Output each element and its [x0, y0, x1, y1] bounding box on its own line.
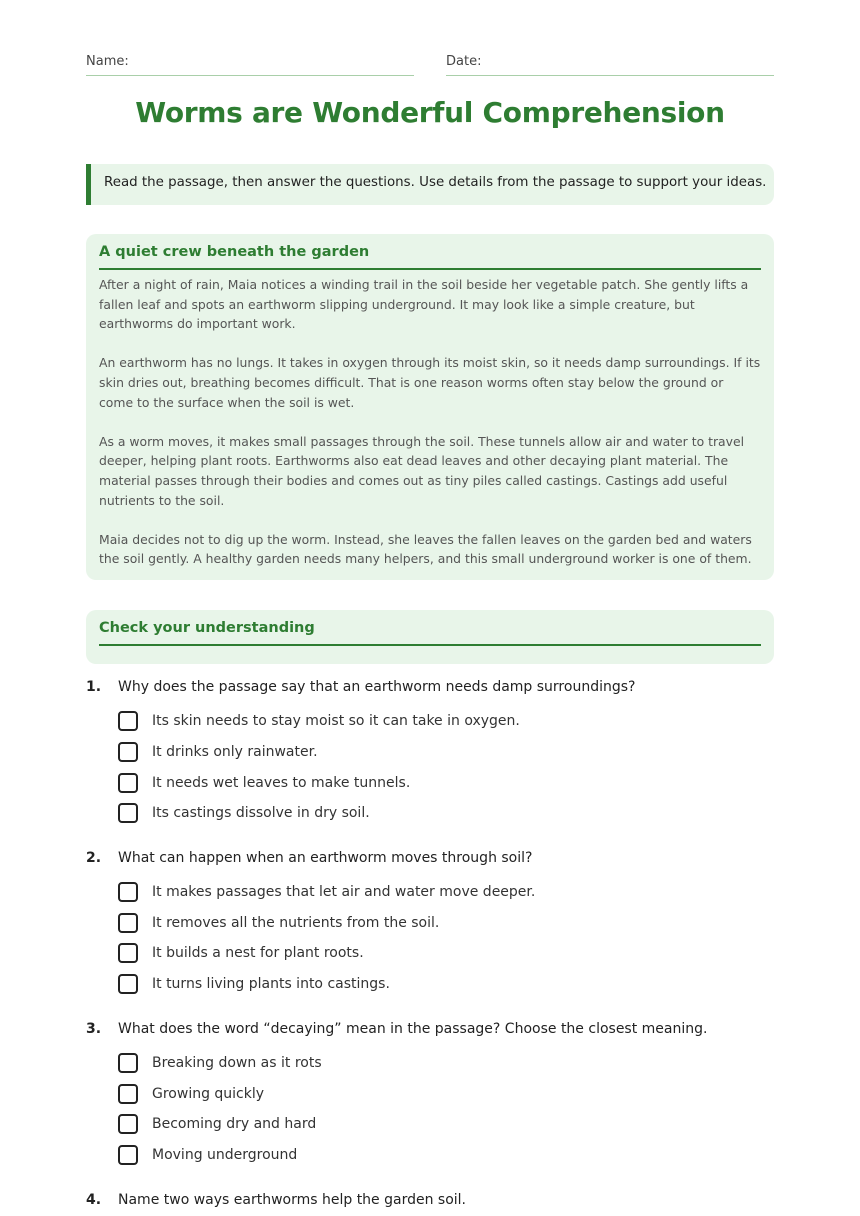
question-number: 1. [86, 679, 102, 695]
option-label: Its castings dissolve in dry soil. [152, 805, 370, 821]
check-understanding-header [86, 610, 774, 664]
passage-paragraph: After a night of rain, Maia notices a winding trail in the soil beside her vegetable patch. She gently lifts a fallen leaf and spots an earthworm slipping underground. It may look like a simple creature, but earthworms do important work. [99, 277, 749, 332]
instructions-text: Read the passage, then answer the questions. Use details from the passage to support your ideas. [104, 175, 767, 190]
option-label: It makes passages that let air and water move deeper. [152, 884, 536, 900]
option-label: Its skin needs to stay moist so it can take in oxygen. [152, 713, 520, 729]
checkbox[interactable] [118, 773, 138, 793]
checkbox[interactable] [118, 913, 138, 933]
option-label: It turns living plants into castings. [152, 976, 390, 992]
option-label: It builds a nest for plant roots. [152, 945, 364, 961]
question-text: What does the word “decaying” mean in the passage? Choose the closest meaning. [118, 1021, 708, 1037]
date-label: Date: [446, 54, 482, 69]
passage-heading: A quiet crew beneath the garden [99, 244, 761, 270]
checkbox[interactable] [118, 882, 138, 902]
checkbox[interactable] [118, 803, 138, 823]
option-label: Moving underground [152, 1147, 298, 1163]
passage-paragraph: An earthworm has no lungs. It takes in oxygen through its moist skin, so it needs damp surroundings. If its skin dries out, breathing becomes difficult. That is one reason worms often stay below the ground or come to the surface when the soil is wet. [99, 355, 761, 410]
option-label: Growing quickly [152, 1086, 265, 1102]
option-label: It drinks only rainwater. [152, 744, 318, 760]
page-title: Worms are Wonderful Comprehension [135, 96, 725, 129]
question-number: 3. [86, 1021, 102, 1037]
name-field[interactable] [86, 54, 414, 76]
question-text: Name two ways earthworms help the garden soil. [118, 1192, 467, 1208]
name-date-row [86, 54, 774, 76]
question-number: 4. [86, 1192, 102, 1208]
date-field[interactable] [446, 54, 774, 76]
passage-paragraph: Maia decides not to dig up the worm. Instead, she leaves the fallen leaves on the garden bed and waters the soil gently. A healthy garden needs many helpers, and this small underground worker is one of them. [99, 531, 752, 567]
question-number: 2. [86, 850, 102, 866]
checkbox[interactable] [118, 974, 138, 994]
check-heading: Check your understanding [99, 620, 761, 646]
checkbox[interactable] [118, 943, 138, 963]
checkbox[interactable] [118, 742, 138, 762]
option-label: It removes all the nutrients from the soil. [152, 915, 440, 931]
option-label: It needs wet leaves to make tunnels. [152, 775, 411, 791]
checkbox[interactable] [118, 1114, 138, 1134]
instructions-box [86, 164, 774, 205]
option-label: Becoming dry and hard [152, 1116, 317, 1132]
option-label: Breaking down as it rots [152, 1055, 322, 1071]
checkbox[interactable] [118, 711, 138, 731]
reading-passage [86, 234, 774, 580]
checkbox[interactable] [118, 1053, 138, 1073]
name-label: Name: [86, 54, 129, 69]
checkbox[interactable] [118, 1145, 138, 1165]
passage-paragraph: As a worm moves, it makes small passages through the soil. These tunnels allow air and water to travel deeper, helping plant roots. Earthworms also eat dead leaves and other decaying plant material. The material passes through their bodies and comes out as tiny piles called castings. Castings add useful nutrients to the soil. [99, 433, 745, 508]
checkbox[interactable] [118, 1084, 138, 1104]
question-text: Why does the passage say that an earthworm needs damp surroundings? [118, 679, 636, 695]
question-text: What can happen when an earthworm moves through soil? [118, 850, 533, 866]
